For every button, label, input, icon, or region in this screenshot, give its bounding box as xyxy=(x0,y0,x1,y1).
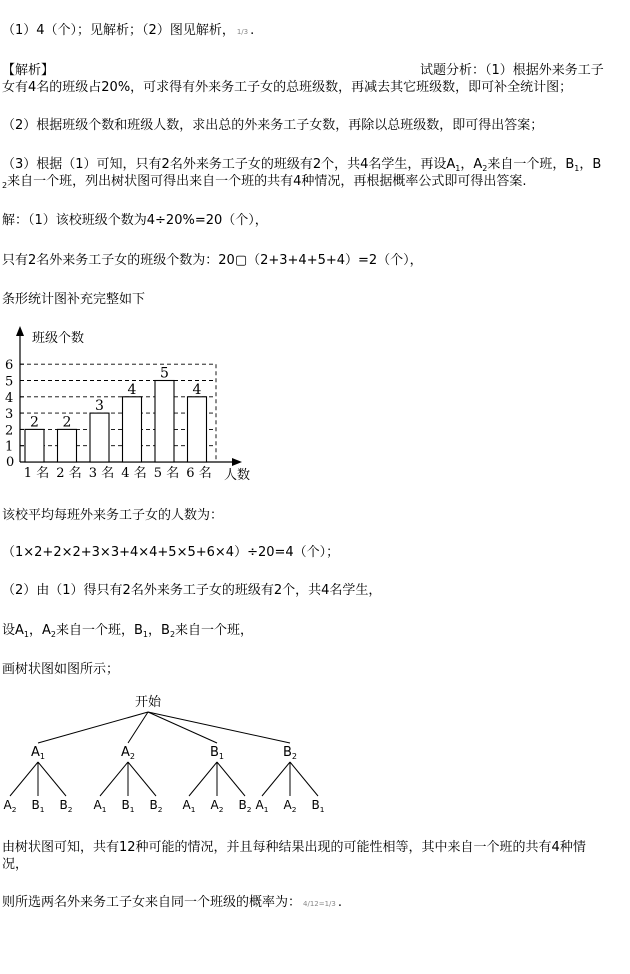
bar-data-label: 2 xyxy=(30,414,39,431)
tree-branch xyxy=(262,762,290,796)
subscript: 1 xyxy=(455,164,461,173)
tree-leaf: $A_2$ xyxy=(283,798,297,814)
answer-line xyxy=(2,23,254,40)
text-seg: 来自一个班，列出树状图可得出来自一个班的共有4种情况，再根据概率公式即可得出答案. xyxy=(7,174,527,189)
x-tick-label: 1 名 xyxy=(23,466,50,481)
analysis-line-4 xyxy=(2,174,527,194)
bar-data-label: 4 xyxy=(192,381,202,398)
origin-label: 0 xyxy=(6,455,15,470)
y-tick-label: 4 xyxy=(5,390,14,406)
subscript: 2 xyxy=(169,630,176,639)
tree-branch xyxy=(10,762,38,796)
bar xyxy=(90,413,109,462)
y-tick-label: 2 xyxy=(5,423,14,439)
bar-chart xyxy=(0,320,290,490)
subscript: 1 xyxy=(574,164,580,173)
solution-line-4: 该校平均每班外来务工子女的人数为： xyxy=(2,508,224,523)
analysis-heading: 【解析】 xyxy=(2,63,55,78)
tree-branch xyxy=(100,762,128,796)
solution-line-8: 画树状图如图所示； xyxy=(2,662,120,677)
text-seg: （3）根据（1）可知，只有2名外来务工子女的班级有2个，共4名学生，再设A xyxy=(2,157,456,172)
tree-node: $A_1$ xyxy=(30,745,46,761)
y-tick-label: 6 xyxy=(5,358,14,374)
analysis-line-1: 女有4名的班级占20%，可求得有外来务工子女的总班级数，再减去其它班级数，即可补全统计图； xyxy=(2,80,573,95)
tree-branch xyxy=(148,712,217,743)
y-tick-label: 5 xyxy=(5,374,14,390)
tree-leaf: $B_1$ xyxy=(31,798,45,814)
text-seg: ，B xyxy=(579,157,602,172)
x-tick-label: 6 名 xyxy=(186,466,212,481)
solution-line-6: （2）由（1）得只有2名外来务工子女的班级有2个，共4名学生， xyxy=(2,583,382,598)
bar xyxy=(25,429,44,462)
text-seg: 来自一个班， xyxy=(175,623,254,638)
tree-leaf: $B_1$ xyxy=(311,798,325,814)
bar xyxy=(58,429,77,462)
y-tick-label: 1 xyxy=(5,439,14,455)
bar xyxy=(188,397,207,462)
answer-fraction: 1/3 xyxy=(236,28,249,36)
text-seg: ，B xyxy=(148,623,170,638)
text-seg: 来自一个班，B xyxy=(487,157,575,172)
solution-line-7 xyxy=(2,623,253,643)
bar xyxy=(123,397,142,462)
y-axis-title: 班级个数 xyxy=(32,331,85,346)
solution-line-3: 条形统计图补充完整如下 xyxy=(2,292,146,307)
tree-branch xyxy=(290,762,318,796)
tree-node: $B_2$ xyxy=(282,745,298,761)
tree-leaf: $A_1$ xyxy=(93,798,107,814)
answer-end: . xyxy=(250,23,255,38)
text-seg: . xyxy=(337,895,343,910)
subscript: 2 xyxy=(2,181,8,190)
tree-leaf: $B_2$ xyxy=(149,798,163,814)
bar-data-label: 2 xyxy=(62,414,72,431)
x-tick-label: 5 名 xyxy=(153,466,180,481)
tree-node: $B_1$ xyxy=(209,745,225,761)
bar-data-label: 5 xyxy=(160,365,169,382)
tree-leaf: $A_1$ xyxy=(182,798,196,814)
x-axis-arrow xyxy=(232,458,242,466)
x-axis-title: 人数 xyxy=(224,468,251,483)
text-seg: 来自一个班，B xyxy=(56,623,143,638)
subscript: 2 xyxy=(482,164,488,173)
tree-branch xyxy=(148,712,290,743)
bar xyxy=(155,381,174,463)
solution-line-10 xyxy=(2,895,342,912)
probability-fraction: 4/12=1/3 xyxy=(303,900,336,908)
subscript: 2 xyxy=(50,630,56,639)
tree-leaf: $A_2$ xyxy=(3,798,17,814)
text-seg: 则所选两名外来务工子女来自同一个班级的概率为： xyxy=(2,895,302,910)
tree-branch xyxy=(38,762,66,796)
y-axis-arrow xyxy=(16,326,24,336)
tree-leaf: $B_2$ xyxy=(238,798,252,814)
tree-leaf: $A_1$ xyxy=(255,798,269,814)
bar-data-label: 3 xyxy=(95,398,104,415)
y-tick-label: 3 xyxy=(5,407,14,423)
tree-branch xyxy=(189,762,217,796)
tree-branch xyxy=(128,762,156,796)
analysis-label: 试题分析：（1）根据外来务工子 xyxy=(420,63,604,78)
text-seg: ，A xyxy=(29,623,51,638)
tree-root: 开始 xyxy=(134,695,162,710)
solution-line-9: 由树状图可知，共有12种可能的情况，并且每种结果出现的可能性相等，其中来自一个班的共有4种情 xyxy=(2,840,586,855)
solution-line-5: （1×2+2×2+3×3+4×4+5×5+6×4）÷20=4（个）； xyxy=(2,545,340,560)
x-tick-label: 2 名 xyxy=(56,466,82,481)
tree-node: $A_2$ xyxy=(120,745,136,761)
subscript: 1 xyxy=(142,630,149,639)
tree-leaf: $A_2$ xyxy=(210,798,224,814)
subscript: 1 xyxy=(23,630,29,639)
solution-line-1: 解：（1）该校班级个数为4÷20%=20（个）， xyxy=(2,213,268,228)
answer-text: （1）4（个）；见解析；（2）图见解析， xyxy=(2,23,235,38)
tree-diagram xyxy=(0,690,340,820)
analysis-line-2: （2）根据班级个数和班级人数，求出总的外来务工子女数，再除以总班级数，即可得出答案； xyxy=(2,118,544,133)
bar-data-label: 4 xyxy=(127,381,137,398)
tree-leaf: $B_1$ xyxy=(121,798,135,814)
text-seg: ，A xyxy=(460,157,483,172)
tree-branch xyxy=(217,762,245,796)
tree-leaf: $B_2$ xyxy=(59,798,73,814)
text-seg: 设A xyxy=(2,623,24,638)
x-tick-label: 3 名 xyxy=(88,466,115,481)
solution-line-9b: 况， xyxy=(2,857,29,872)
x-tick-label: 4 名 xyxy=(121,466,147,481)
solution-line-2: 只有2名外来务工子女的班级个数为：20▢（2+3+4+5+4）=2（个）， xyxy=(2,253,423,268)
